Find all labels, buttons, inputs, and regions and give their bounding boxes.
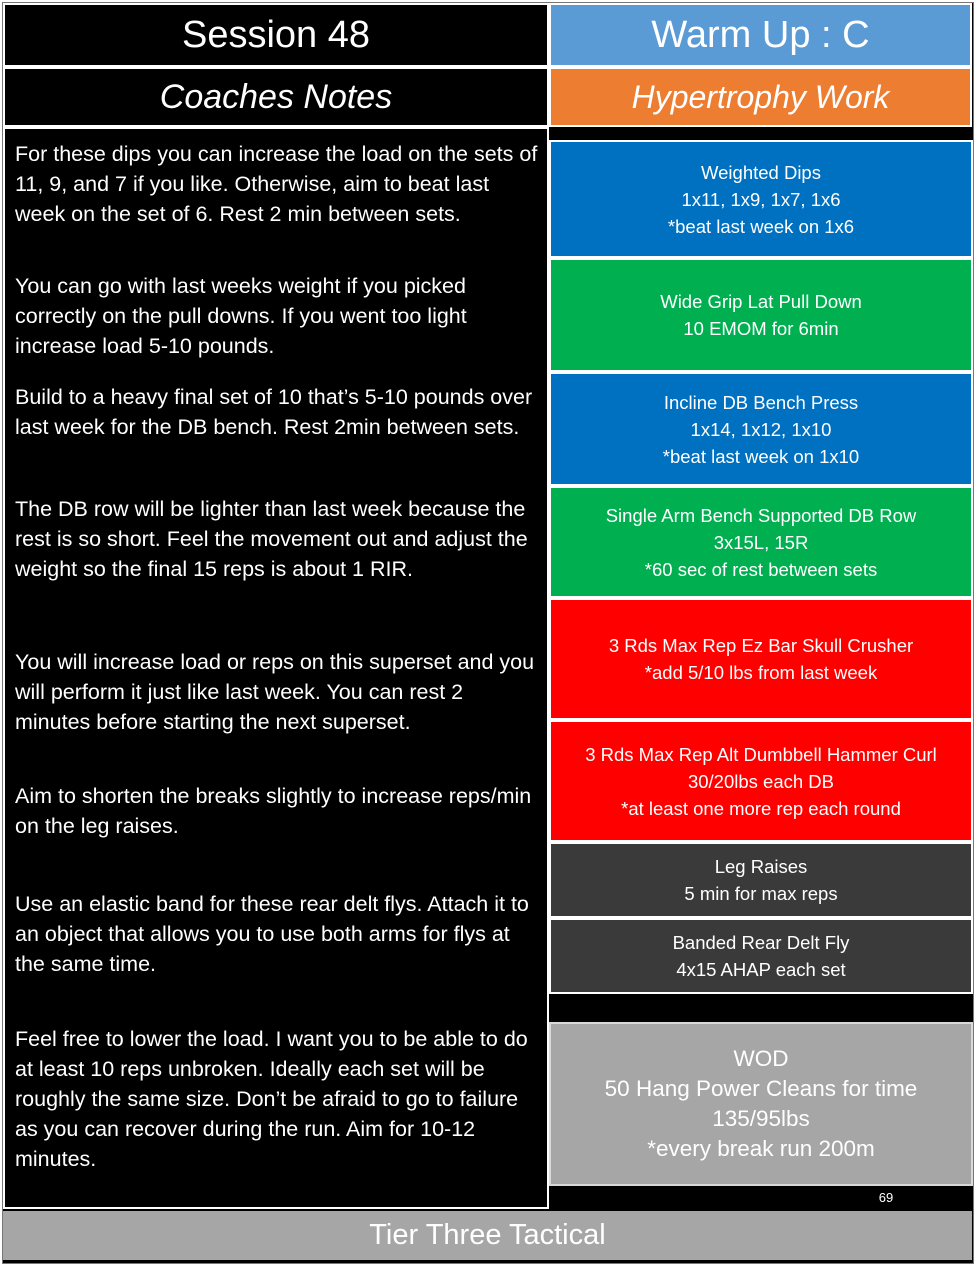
exercise-note: *at least one more rep each round (621, 797, 901, 819)
exercise-name: Single Arm Bench Supported DB Row (605, 504, 917, 526)
exercise-name: Wide Grip Lat Pull Down (660, 291, 862, 312)
exercise-leg-raises (549, 842, 973, 918)
wod-title: WOD (733, 1046, 789, 1071)
exercise-name: Banded Rear Delt Fly (672, 932, 850, 953)
wod-box (549, 1022, 973, 1186)
exercise-name: 3 Rds Max Rep Alt Dumbbell Hammer Curl (585, 743, 937, 765)
exercise-scheme: 5 min for max reps (684, 883, 838, 904)
warmup-title: Warm Up : C (549, 3, 972, 67)
note-superset: You will increase load or reps on this superset and you will perform it just like last week. You can rest 2 minutes before starting the next superset. (15, 650, 535, 734)
exercise-name: 3 Rds Max Rep Ez Bar Skull Crusher (608, 635, 914, 656)
note-db-bench: Build to a heavy final set of 10 that’s 5-10 pounds over last week for the DB bench. Rest 2min between sets. (15, 385, 533, 439)
exercise-note: *beat last week on 1x10 (662, 445, 860, 467)
wod-load: 135/95lbs (712, 1106, 810, 1131)
exercise-note: *beat last week on 1x6 (667, 215, 855, 237)
hypertrophy-title: Hypertrophy Work (549, 67, 972, 127)
coaches-notes-panel (3, 127, 549, 1209)
exercise-scheme: 1x14, 1x12, 1x10 (690, 418, 832, 440)
exercise-scheme: 4x15 AHAP each set (676, 959, 846, 980)
exercise-note: *add 5/10 lbs from last week (644, 662, 878, 683)
page-number: 69 (878, 1190, 894, 1205)
exercise-name: Incline DB Bench Press (663, 391, 859, 413)
exercise-scheme: 30/20lbs each DB (687, 770, 835, 792)
wod-note: *every break run 200m (647, 1136, 875, 1161)
session-title: Session 48 (3, 3, 549, 67)
exercise-scheme: 3x15L, 15R (713, 531, 809, 553)
coaches-notes-title: Coaches Notes (3, 67, 549, 127)
exercise-name: Leg Raises (714, 856, 808, 877)
note-db-row: The DB row will be lighter than last week because the rest is so short. Feel the movement out and adjust the weight so the final 15 reps is about 1 RIR. (15, 497, 528, 581)
wod-task: 50 Hang Power Cleans for time (604, 1076, 918, 1101)
footer-brand: Tier Three Tactical (3, 1211, 972, 1260)
note-weighted-dips: For these dips you can increase the load on the sets of 11, 9, and 7 if you like. Otherwise, aim to beat last week on the set of 6. Rest 2 min between sets. (15, 142, 538, 226)
note-wod: Feel free to lower the load. I want you to be able to do at least 10 reps unbroken. Ideally each set will be roughly the same size. Don’t be afraid to go to failure as you can recover during the run. Aim for 10-12 minutes. (15, 1027, 528, 1171)
exercise-note: *60 sec of rest between sets (644, 558, 878, 580)
note-rear-delt-fly: Use an elastic band for these rear delt flys. Attach it to an object that allows you to use both arms for flys at the same time. (15, 892, 529, 976)
exercise-scheme: 10 EMOM for 6min (683, 318, 839, 339)
exercise-weighted-dips (549, 140, 973, 258)
exercise-skull-crusher (549, 598, 973, 720)
exercise-scheme: 1x11, 1x9, 1x7, 1x6 (681, 188, 841, 210)
exercise-name: Weighted Dips (701, 161, 821, 183)
exercise-rear-delt-fly (549, 918, 973, 994)
exercise-lat-pull-down (549, 258, 973, 372)
exercise-db-row (549, 486, 973, 598)
note-lat-pull-down: You can go with last weeks weight if you picked correctly on the pull downs. If you went too light increase load 5-10 pounds. (15, 274, 467, 358)
exercise-incline-db-bench (549, 372, 973, 486)
note-leg-raises: Aim to shorten the breaks slightly to increase reps/min on the leg raises. (15, 784, 532, 838)
exercise-hammer-curl (549, 720, 973, 842)
